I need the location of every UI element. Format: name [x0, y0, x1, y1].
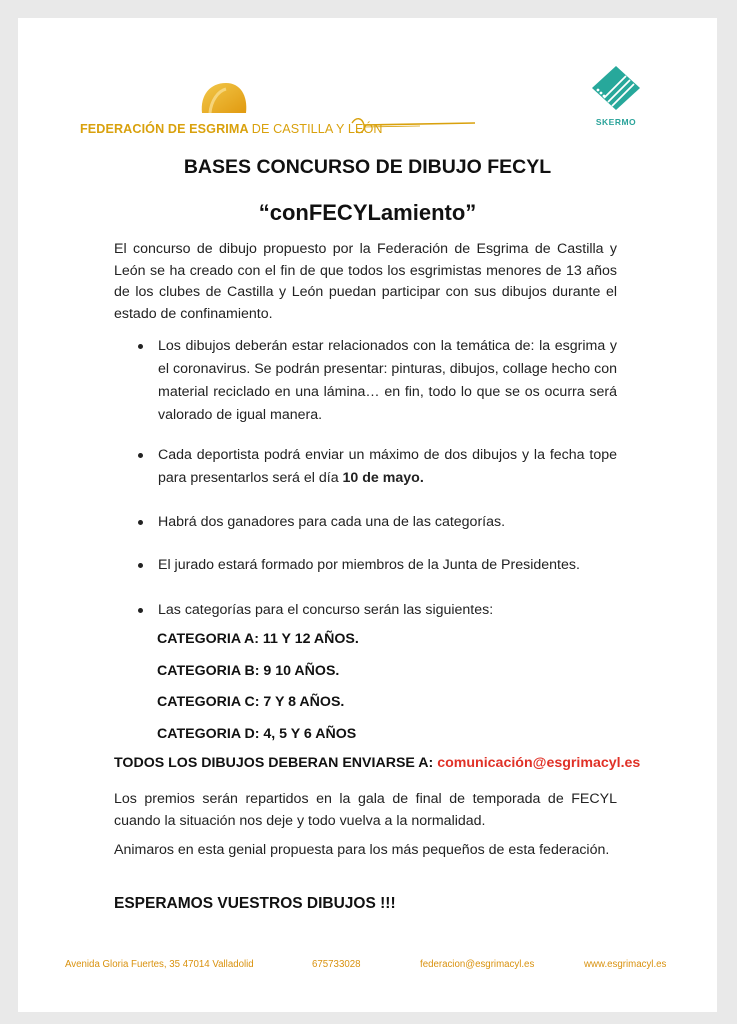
category-c: CATEGORIA C: 7 Y 8 AÑOS. [157, 694, 345, 710]
federation-name [80, 122, 383, 136]
footer-website[interactable]: www.esgrimacyl.es [584, 959, 667, 970]
bullet-item-winners: Habrá dos ganadores para cada una de las categorías. [158, 511, 617, 534]
federation-logo [80, 65, 480, 145]
footer-phone[interactable]: 675733028 [312, 959, 361, 970]
submission-label: TODOS LOS DIBUJOS DEBERAN ENVIARSE A: [114, 755, 434, 771]
footer-email[interactable]: federacion@esgrimacyl.es [420, 959, 535, 970]
deadline-date: 10 de mayo. [342, 470, 424, 486]
bullet-item-categories: Las categorías para el concurso serán las siguientes: [158, 599, 617, 622]
category-a: CATEGORIA A: 11 Y 12 AÑOS. [157, 631, 359, 647]
document-subtitle: “conFECYLamiento” [258, 200, 477, 225]
bullet-item-jury: El jurado estará formado por miembros de la Junta de Presidentes. [158, 554, 617, 577]
document-title: BASES CONCURSO DE DIBUJO FECYL [183, 156, 552, 178]
federation-name-rest: DE ESGRIMA [167, 122, 249, 136]
document-page [18, 18, 717, 1012]
submission-email-link[interactable]: comunicación@esgrimacyl.es [437, 755, 641, 771]
closing-line: ESPERAMOS VUESTROS DIBUJOS !!! [114, 895, 396, 912]
prizes-paragraph: Los premios serán repartidos en la gala de final de temporada de FECYL cuando la situación nos deje y todo vuelva a la normalidad. [114, 791, 617, 829]
bullet-item-deadline [158, 444, 617, 490]
federation-name-region: DE CASTILLA Y LEÓN [251, 122, 383, 136]
category-b: CATEGORIA B: 9 10 AÑOS. [157, 663, 340, 679]
skermo-diamond-icon [590, 64, 646, 116]
skermo-logo [590, 64, 650, 134]
submission-line [114, 755, 640, 771]
encourage-paragraph: Animaros en esta genial propuesta para los más pequeños de esta federación. [114, 842, 610, 858]
intro-paragraph: El concurso de dibujo propuesto por la Federación de Esgrima de Castilla y León se ha creado con el fin de que todos los esgrimistas menores de 13 años de los clubes de Castilla y León puedan participar con sus dibujos durante el estado de confinamiento. [114, 241, 617, 322]
deadline-text: Cada deportista podrá enviar un máximo de dos dibujos y la fecha tope para presentarlos será el día [158, 447, 617, 486]
bullet-item-theme: Los dibujos deberán estar relacionados con la temática de: la esgrima y el coronavirus. Se podrán presentar: pinturas, dibujos, collage hecho con material reciclado en una lámina… en fin, todo lo que se os ocurra será valorado de igual manera. [158, 335, 617, 427]
category-d: CATEGORIA D: 4, 5 Y 6 AÑOS [157, 726, 357, 742]
federation-name-bold: FEDERACIÓN [80, 122, 165, 136]
footer-address: Avenida Gloria Fuertes, 35 47014 Valladolid [65, 959, 254, 970]
skermo-logo-text: SKERMO [595, 117, 637, 127]
